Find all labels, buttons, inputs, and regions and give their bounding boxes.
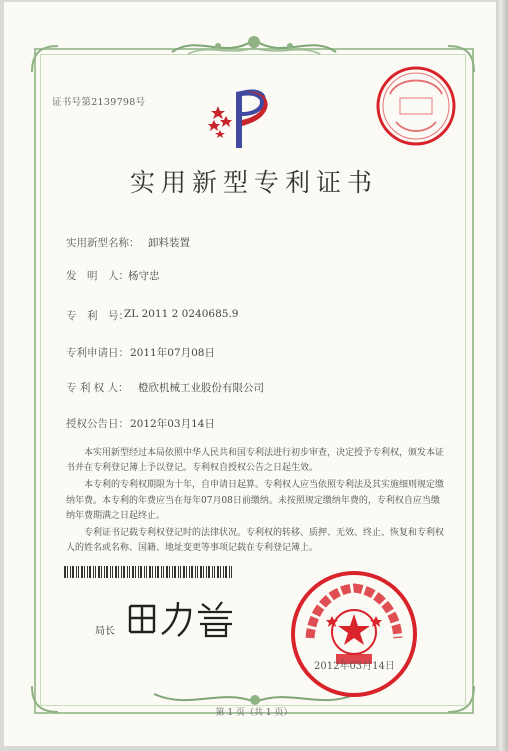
field-label-grant-date: 授权公告日：: [66, 418, 129, 430]
certificate-title: 实用新型专利证书: [129, 168, 378, 197]
official-seal: [288, 568, 420, 700]
certificate-special-stamp: [374, 64, 458, 148]
barcode: [64, 566, 234, 578]
paragraph-legal-status: 专利证书记载专利权登记时的法律状况。专利权的转移、质押、无效、终止、恢复和专利权人的姓名或名称、国籍、地址变更等事项记载在专利登记簿上。: [66, 528, 445, 554]
body-text: [66, 446, 446, 556]
field-label-filing-date: 专利申请日：: [66, 347, 129, 359]
patent-office-logo: [206, 86, 282, 152]
field-value-inventor: 杨守忠: [128, 270, 160, 282]
field-value-filing-date: 2011年07月08日: [130, 347, 215, 359]
field-label-patentee: 专 利 权 人：: [66, 382, 129, 394]
issue-date: 2012年03月14日: [314, 661, 395, 672]
top-ornament: [168, 30, 340, 64]
director-label: 局长: [95, 626, 115, 637]
field-label-name: 实用新型名称：: [66, 237, 140, 249]
field-value-patent-number: ZL 2011 2 0240685.9: [124, 308, 239, 320]
director-signature: [124, 596, 244, 638]
field-value-name: 卸料装置: [148, 237, 190, 249]
paragraph-grant: 本实用新型经过本局依照中华人民共和国专利法进行初步审查，决定授予专利权，颁发本证书并在专利登记簿上予以登记。专利权自授权公告之日起生效。: [66, 448, 445, 474]
field-label-patent-number: 专 利 号：: [66, 310, 129, 322]
corner-ornament-top-left: [30, 44, 60, 74]
field-value-patentee: 橙欣机械工业股份有限公司: [138, 382, 264, 394]
page-footer: 第 1 页（共 1 页）: [215, 708, 293, 718]
certificate-number: 证书号第2139798号: [52, 97, 146, 108]
field-label-inventor: 发 明 人：: [66, 270, 129, 282]
field-value-grant-date: 2012年03月14日: [130, 418, 215, 430]
page-binding-edge: [496, 0, 508, 751]
paragraph-term: 本专利的专利权期限为十年，自申请日起算。专利权人应当依照专利法及其实施细则规定缴纳年费。本专利的年费应当在每年07月08日前缴纳。未按照规定缴纳年费的，专利权自应当缴纳年费期满之日起终止。: [66, 480, 445, 521]
